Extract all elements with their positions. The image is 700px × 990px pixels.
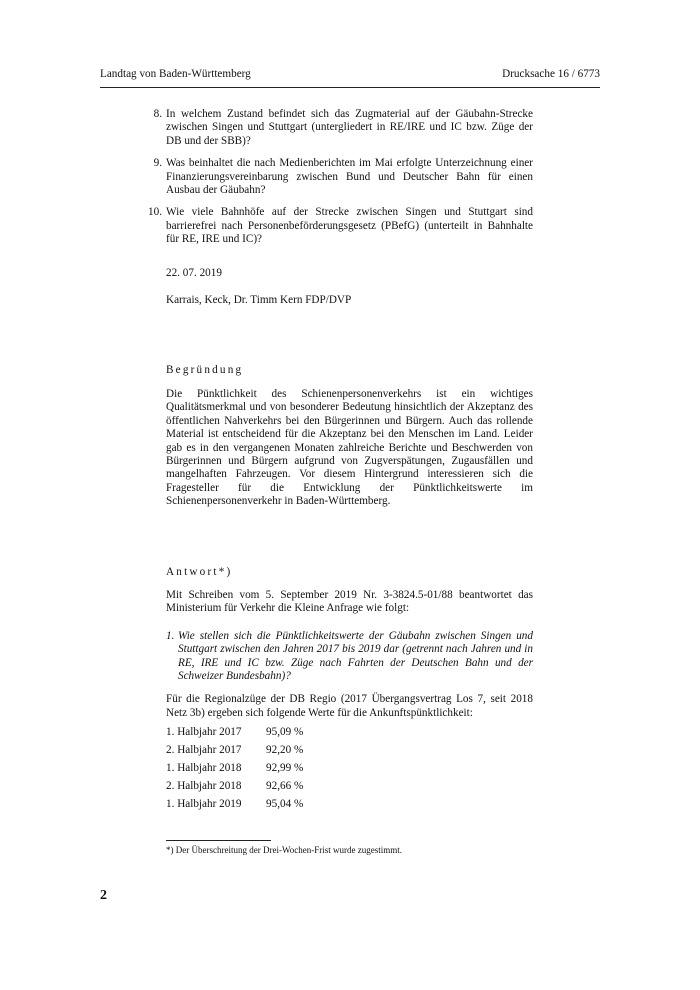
question-item: [148, 206, 533, 246]
header-divider: [100, 87, 600, 88]
answer-question: [166, 630, 533, 684]
table-row: [166, 759, 533, 777]
question-text: In welchem Zustand befindet sich das Zugmaterial auf der Gäubahn-Strecke zwischen Singen und Stuttgart (untergliedert in RE/IRE und IC bzw. Züge der DB und der SBB)?: [166, 108, 533, 147]
table-value: 95,04 %: [266, 798, 304, 811]
table-period: 2. Halbjahr 2018: [166, 780, 242, 793]
question-item: [153, 108, 533, 148]
page-header: [100, 68, 600, 80]
punctuality-table: [166, 723, 533, 813]
footnote-divider: [166, 840, 271, 841]
question-number: 10.: [148, 206, 162, 219]
table-period: 1. Halbjahr 2017: [166, 726, 242, 739]
table-row: [166, 795, 533, 813]
answer-question-number: 1.: [166, 629, 175, 642]
table-row: [166, 777, 533, 795]
table-period: 2. Halbjahr 2017: [166, 744, 242, 757]
table-row: [166, 741, 533, 759]
table-value: 95,09 %: [266, 726, 304, 739]
header-document-number: Drucksache 16 / 6773: [502, 68, 600, 80]
section-title-begruendung: Begründung: [166, 364, 244, 377]
table-value: 92,20 %: [266, 744, 304, 757]
answer-question-text: Wie stellen sich die Pünktlichkeitswerte der Gäubahn zwischen Singen und Stuttgart zwischen den Jahren 2017 bis 2019 dar (getrennt nach Jahren und in RE, IRE und IC bzw. Züge nach Fahrten der Deutschen Bahn und der Schweizer Bundesbahn)?: [178, 629, 533, 682]
footnote: *) Der Überschreitung der Drei-Wochen-Frist wurde zugestimmt.: [166, 845, 402, 855]
table-period: 1. Halbjahr 2019: [166, 798, 242, 811]
document-body: [148, 108, 533, 813]
question-number: 8.: [153, 108, 162, 120]
document-date: 22. 07. 2019: [166, 266, 222, 279]
table-value: 92,66 %: [266, 780, 304, 793]
answer-text: Für die Regionalzüge der DB Regio (2017 Übergangsvertrag Los 7, seit 2018 Netz 3b) ergeben sich folgende Werte für die Ankunftspünktlichkeit:: [166, 693, 533, 719]
table-period: 1. Halbjahr 2018: [166, 762, 242, 775]
question-text: Was beinhaltet die nach Medienberichten im Mai erfolgte Unterzeichnung einer Finanzierungsvereinbarung zwischen Bund und Deutscher Bahn für einen Ausbau der Gäubahn?: [166, 157, 533, 197]
question-number: 9.: [153, 157, 162, 170]
table-value: 92,99 %: [266, 762, 304, 775]
section-title-antwort: Antwort*): [166, 565, 233, 578]
question-text: Wie viele Bahnhöfe auf der Strecke zwischen Singen und Stuttgart sind barrierefrei nach Personenbeförderungsgesetz (PBefG) (unterteilt in Bahnhalte für RE, IRE und IC)?: [166, 206, 533, 246]
document-authors: Karrais, Keck, Dr. Timm Kern FDP/DVP: [166, 294, 352, 307]
antwort-intro: Mit Schreiben vom 5. September 2019 Nr. 3-3824.5-01/88 beantwortet das Ministerium für Verkehr die Kleine Anfrage wie folgt:: [166, 588, 533, 615]
question-item: [153, 157, 533, 197]
begruendung-text: Die Pünktlichkeit des Schienenpersonenverkehrs ist ein wichtiges Qualitätsmerkmal und von besonderer Bedeutung hinsichtlich der Akzeptanz des öffentlichen Nahverkehrs bei den Bürgerinnen und Bürgern. Auch das rollende Material ist entscheidend für die Akzeptanz bei den Menschen im Land. Leider gab es in den vergangenen Monaten zahlreiche Berichte und Beschwerden von Bürgerinnen und Bürgern aufgrund von Zugverspätungen, Zugausfällen und mangelhaften Fahrzeugen. Vor diesem Hintergrund interessieren sich die Fragesteller für die Entwicklung der Pünktlichkeitswerte im Schienenpersonenverkehr in Baden-Württemberg.: [166, 387, 533, 508]
header-parliament: Landtag von Baden-Württemberg: [100, 68, 251, 80]
page-number: 2: [100, 888, 107, 903]
table-row: [166, 723, 533, 741]
